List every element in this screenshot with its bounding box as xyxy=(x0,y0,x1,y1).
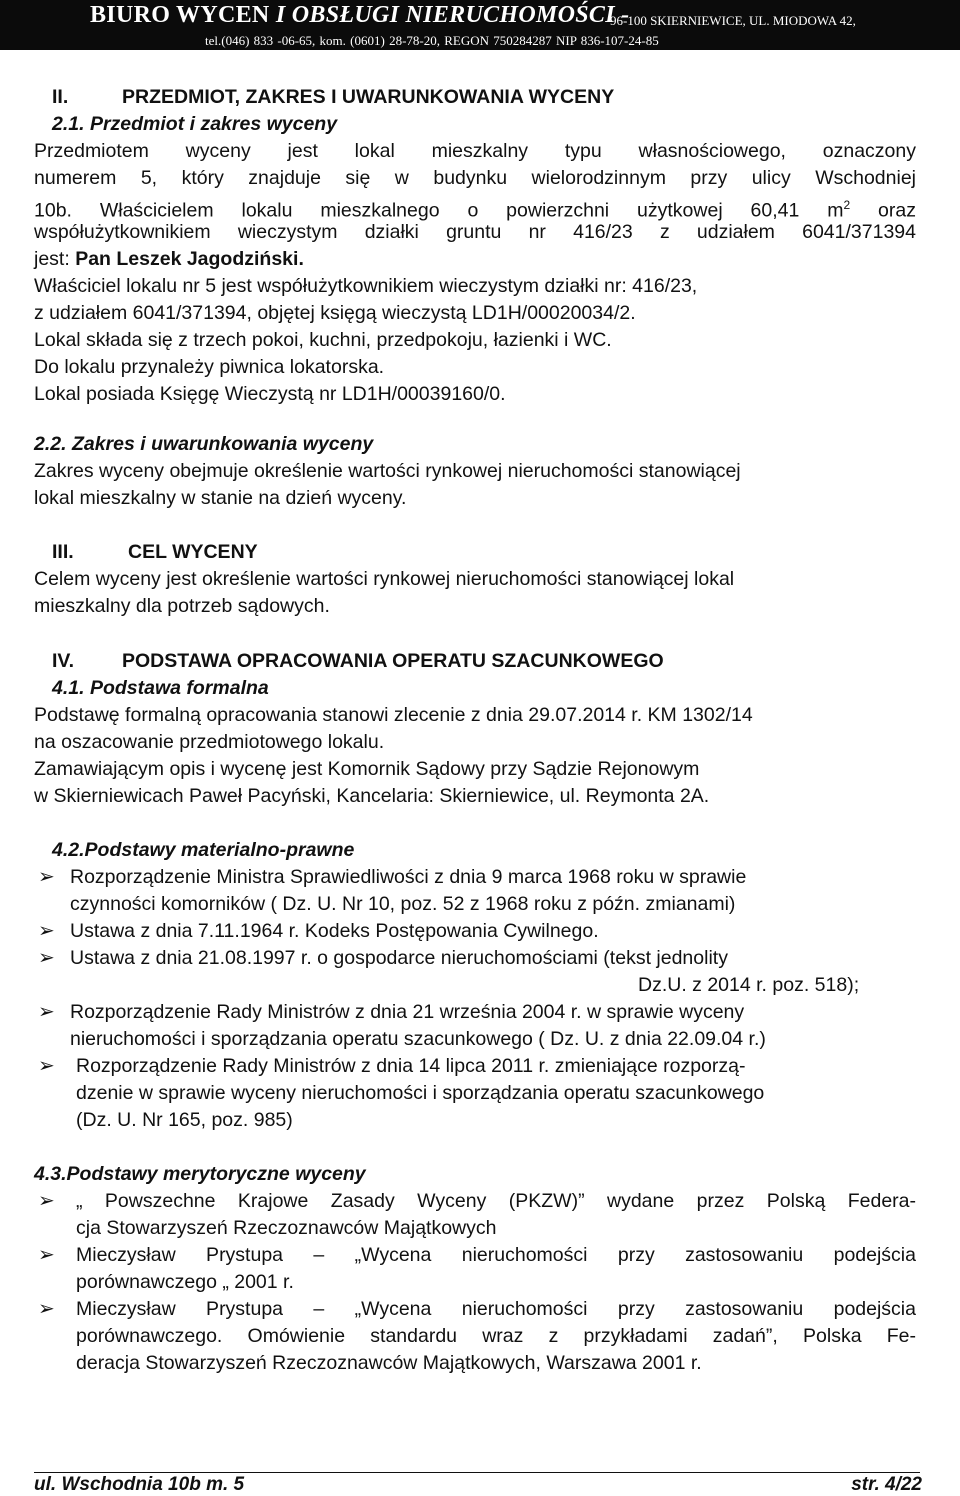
arrow-bullet-icon: ➢ xyxy=(38,1190,55,1212)
list-item-continuation: cja Stowarzyszeń Rzeczoznawców Majątkowych xyxy=(76,1217,497,1239)
list-item-continuation: porównawczego. Omówienie standardu wraz z przykładami zadań”, Polska Fe- xyxy=(76,1325,916,1347)
section-title: PODSTAWA OPRACOWANIA OPERATU SZACUNKOWEGO xyxy=(122,650,664,672)
list-item: Rozporządzenie Ministra Sprawiedliwości z dnia 9 marca 1968 roku w sprawie xyxy=(70,866,747,888)
list-item-continuation: (Dz. U. Nr 165, poz. 985) xyxy=(76,1109,293,1131)
paragraph-line: numerem 5, który znajduje się w budynku wielorodzinnym przy ulicy Wschodniej xyxy=(34,167,916,189)
section-number: III. xyxy=(52,541,74,563)
list-item: „ Powszechne Krajowe Zasady Wyceny (PKZW)” wydane przez Polską Federa- xyxy=(76,1190,916,1212)
section-title: CEL WYCENY xyxy=(128,541,258,563)
letterhead-contact: tel.(046) 833 -06-65, kom. (0601) 28-78-20, REGON 750284287 NIP 836-107-24-85 xyxy=(205,33,659,48)
section-number: II. xyxy=(52,86,69,108)
paragraph-line: Właściciel lokalu nr 5 jest współużytkownikiem wieczystym działki nr: 416/23, xyxy=(34,275,698,297)
subsection-title: 4.2.Podstawy materialno-prawne xyxy=(52,839,355,861)
list-item: Ustawa z dnia 7.11.1964 r. Kodeks Postępowania Cywilnego. xyxy=(70,920,599,942)
paragraph-line: współużytkownikiem wieczystym działki gruntu nr 416/23 z udziałem 6041/371394 xyxy=(34,221,916,243)
paragraph-line: Lokal składa się z trzech pokoi, kuchni, przedpokoju, łazienki i WC. xyxy=(34,329,612,351)
paragraph-line: Przedmiotem wyceny jest lokal mieszkalny typu własnościowego, oznaczony xyxy=(34,140,916,162)
page-number: str. 4/22 xyxy=(851,1474,922,1495)
paragraph-line: z udziałem 6041/371394, objętej księgą wieczystą LD1H/00020034/2. xyxy=(34,302,636,324)
list-item: Rozporządzenie Rady Ministrów z dnia 14 lipca 2011 r. zmieniające rozporzą- xyxy=(76,1055,746,1077)
letterhead xyxy=(0,0,960,50)
list-item: Mieczysław Prystupa – „Wycena nieruchomości przy zastosowaniu podejścia xyxy=(76,1298,916,1320)
list-item: Mieczysław Prystupa – „Wycena nieruchomości przy zastosowaniu podejścia xyxy=(76,1244,916,1266)
list-item-continuation: deracja Stowarzyszeń Rzeczoznawców Majątkowych, Warszawa 2001 r. xyxy=(76,1352,702,1374)
paragraph-line: lokal mieszkalny w stanie na dzień wyceny. xyxy=(34,487,407,509)
footer-divider xyxy=(34,1472,920,1473)
letterhead-address: 96-100 SKIERNIEWICE, UL. MIODOWA 42, xyxy=(610,13,856,28)
paragraph-line: Zakres wyceny obejmuje określenie wartości rynkowej nieruchomości stanowiącej xyxy=(34,460,741,482)
list-item-continuation: Dz.U. z 2014 r. poz. 518); xyxy=(638,974,860,996)
arrow-bullet-icon: ➢ xyxy=(38,1055,55,1077)
subsection-title: 2.1. Przedmiot i zakres wyceny xyxy=(52,113,338,135)
arrow-bullet-icon: ➢ xyxy=(38,1298,55,1320)
paragraph-line: Celem wyceny jest określenie wartości rynkowej nieruchomości stanowiącej lokal xyxy=(34,568,735,590)
paragraph-line: Lokal posiada Księgę Wieczystą nr LD1H/00039160/0. xyxy=(34,383,506,405)
list-item-continuation: dzenie w sprawie wyceny nieruchomości i sporządzania operatu szacunkowego xyxy=(76,1082,765,1104)
arrow-bullet-icon: ➢ xyxy=(38,947,55,969)
list-item-continuation: czynności komorników ( Dz. U. Nr 10, poz. 52 z 1968 roku z późn. zmianami) xyxy=(70,893,736,915)
paragraph-line: jest: Pan Leszek Jagodziński. xyxy=(34,248,304,270)
letterhead-title: BIURO WYCEN I OBSŁUGI NIERUCHOMOŚCI - xyxy=(90,2,630,28)
arrow-bullet-icon: ➢ xyxy=(38,1244,55,1266)
list-item: Ustawa z dnia 21.08.1997 r. o gospodarce nieruchomościami (tekst jednolity xyxy=(70,947,728,969)
paragraph-line: Zamawiającym opis i wycenę jest Komornik Sądowy przy Sądzie Rejonowym xyxy=(34,758,700,780)
section-number: IV. xyxy=(52,650,75,672)
arrow-bullet-icon: ➢ xyxy=(38,866,55,888)
paragraph-line: 10b. Właścicielem lokalu mieszkalnego o powierzchni użytkowej 60,41 $m^2$ oraz xyxy=(34,198,916,222)
paragraph-line: Podstawę formalną opracowania stanowi zlecenie z dnia 29.07.2014 r. KM 1302/14 xyxy=(34,704,753,726)
arrow-bullet-icon: ➢ xyxy=(38,920,55,942)
section-title: PRZEDMIOT, ZAKRES I UWARUNKOWANIA WYCENY xyxy=(122,86,615,108)
arrow-bullet-icon: ➢ xyxy=(38,1001,55,1023)
paragraph-line: mieszkalny dla potrzeb sądowych. xyxy=(34,595,330,617)
paragraph-line: Do lokalu przynależy piwnica lokatorska. xyxy=(34,356,385,378)
list-item-continuation: nieruchomości i sporządzania operatu szacunkowego ( Dz. U. z dnia 22.09.04 r.) xyxy=(70,1028,766,1050)
subsection-title: 2.2. Zakres i uwarunkowania wyceny xyxy=(34,433,374,455)
list-item: Rozporządzenie Rady Ministrów z dnia 21 września 2004 r. w sprawie wyceny xyxy=(70,1001,745,1023)
list-item-continuation: porównawczego „ 2001 r. xyxy=(76,1271,294,1293)
paragraph-line: na oszacowanie przedmiotowego lokalu. xyxy=(34,731,385,753)
subsection-title: 4.3.Podstawy merytoryczne wyceny xyxy=(34,1163,366,1185)
paragraph-line: w Skierniewicach Paweł Pacyński, Kancelaria: Skierniewice, ul. Reymonta 2A. xyxy=(34,785,710,807)
subsection-title: 4.1. Podstawa formalna xyxy=(52,677,269,699)
footer-address: ul. Wschodnia 10b m. 5 xyxy=(34,1474,245,1495)
owner-name: Pan Leszek Jagodziński. xyxy=(75,248,304,270)
